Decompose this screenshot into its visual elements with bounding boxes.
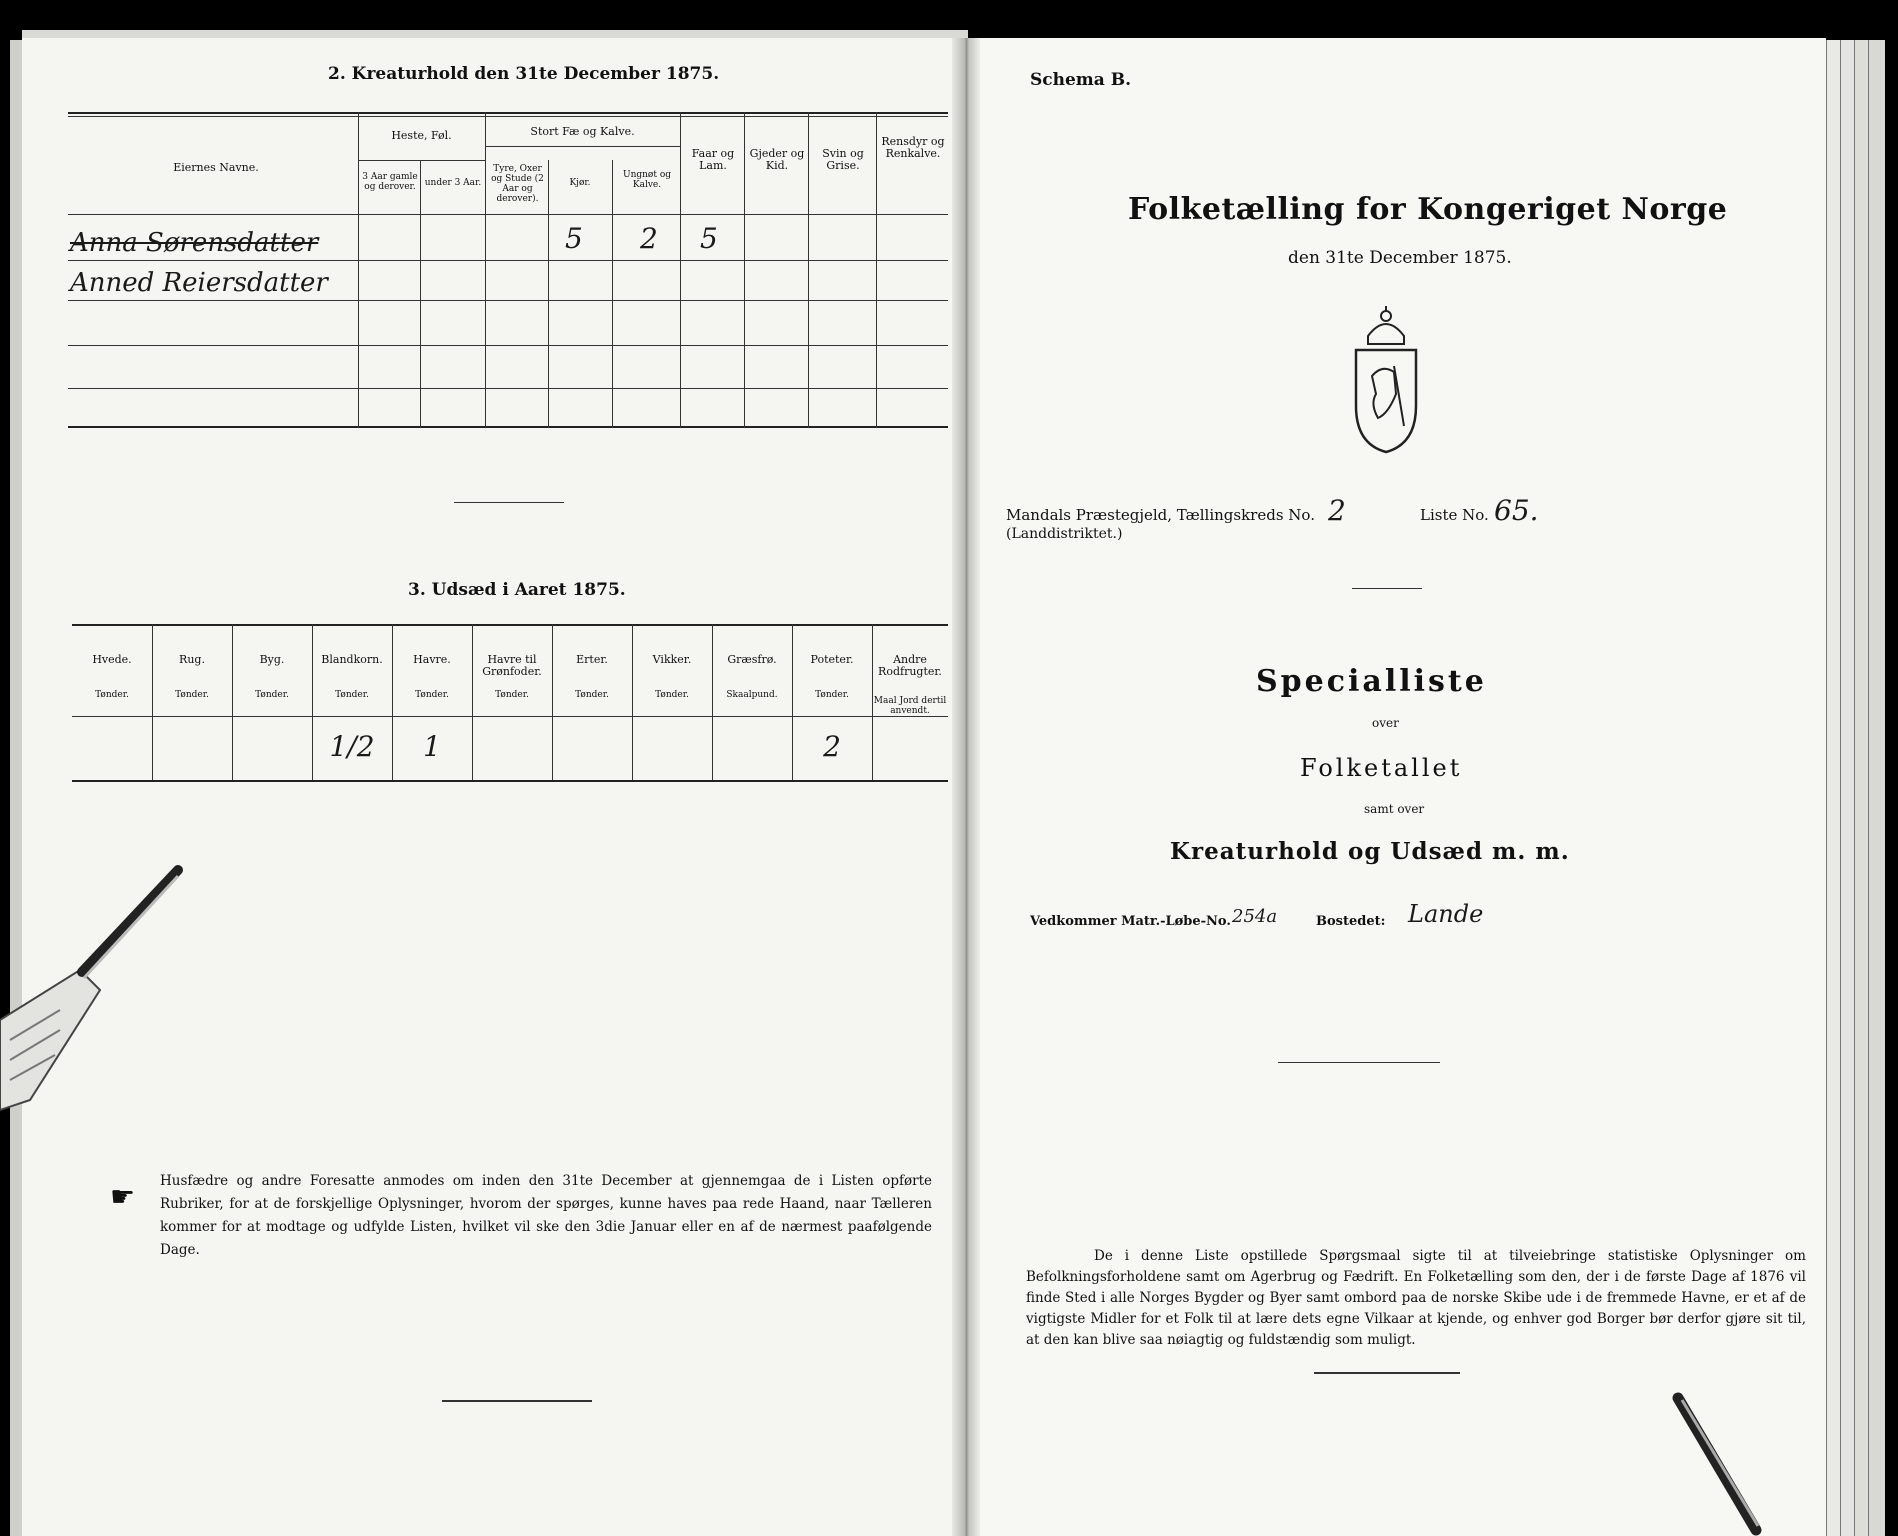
udsaed-value: 1	[423, 730, 441, 763]
pointing-hand-icon: ☛	[110, 1180, 136, 1213]
udsaed-col-unit: Tønder.	[175, 690, 209, 700]
udsaed-col-unit: Tønder.	[495, 690, 529, 700]
udsaed-column-divider	[552, 624, 553, 780]
udsaed-col-name: Vikker.	[652, 653, 692, 666]
schema-label: Schema B.	[1030, 70, 1132, 90]
udsaed-col-unit: Tønder.	[575, 690, 609, 700]
census-date: den 31te December 1875.	[1288, 248, 1512, 268]
col-heste-b: under 3 Aar.	[424, 178, 482, 188]
udsaed-value: 2	[823, 730, 841, 763]
udsaed-col-unit: Maal Jord dertil anvendt.	[873, 696, 947, 716]
specialliste-heading: Specialliste	[1256, 664, 1487, 699]
col-gjeder-header: Gjeder og Kid.	[749, 147, 805, 172]
owner-name-row1: Anna Sørensdatter	[70, 228, 319, 258]
kjor-value: 5	[565, 222, 583, 255]
udsaed-value: 1/2	[329, 730, 375, 763]
udsaed-column-divider	[712, 624, 713, 780]
col-rensdyr-header: Rensdyr og Renkalve.	[881, 135, 945, 160]
section2-heading: 2. Kreaturhold den 31te December 1875.	[328, 64, 720, 84]
liste-number: 65.	[1494, 494, 1539, 527]
udsaed-column-divider	[232, 624, 233, 780]
samt-over-text: samt over	[1364, 802, 1425, 816]
book-gutter	[952, 38, 980, 1536]
col-stort-header: Stort Fæ og Kalve.	[530, 125, 635, 138]
matr-label: Vedkommer Matr.-Løbe-No.	[1030, 914, 1231, 929]
kreaturhold-heading: Kreaturhold og Udsæd m. m.	[1170, 838, 1570, 865]
udsaed-column-divider	[472, 624, 473, 780]
left-page	[22, 38, 966, 1536]
col-heste-header: Heste, Føl.	[391, 129, 452, 142]
udsaed-col-name: Rug.	[179, 653, 205, 666]
col-stort-a: Tyre, Oxer og Stude (2 Aar og derover).	[491, 164, 544, 204]
udsaed-col-name: Græsfrø.	[727, 653, 777, 666]
ungnot-value: 2	[640, 222, 658, 255]
census-purpose-text: De i denne Liste opstillede Spørgsmaal sigte til at tilveiebringe statistiske Oplysninger om Befolkningsforholdene samt om Agerbrug og Fædrift. En Folketælling som den, der i de første Dage af 1876 vil finde Sted i alle Norges Bygder og Byer samt ombord paa de norske Skibe ude i de fremmede Havne, er et af de vigtigste Midler for et Folk til at lære dets egne Vilkaar at kjende, og enhver god Borger bør derfor gjøre sit til, at den kan blive saa nøiagtig og fuldstændig som muligt.	[1026, 1248, 1806, 1348]
district-sub: (Landdistriktet.)	[1006, 526, 1123, 542]
udsaed-column-divider	[152, 624, 153, 780]
udsaed-col-name: Hvede.	[92, 653, 132, 666]
udsaed-col-name: Blandkorn.	[321, 653, 383, 666]
udsaed-col-name: Poteter.	[810, 653, 854, 666]
district-label: Mandals Præstegjeld, Tællingskreds No.	[1006, 506, 1315, 524]
udsaed-col-name: Havre.	[413, 653, 451, 666]
udsaed-column-divider	[632, 624, 633, 780]
liste-label: Liste No.	[1420, 506, 1489, 524]
col-svin-header: Svin og Grise.	[822, 147, 864, 172]
matr-number: 254a	[1232, 906, 1278, 927]
fountain-pen-image	[1660, 1390, 1780, 1536]
udsaed-col-unit: Tønder.	[255, 690, 289, 700]
udsaed-col-unit: Skaalpund.	[726, 690, 778, 700]
faar-value: 5	[700, 222, 718, 255]
col-stort-b: Kjør.	[569, 178, 591, 188]
udsaed-col-unit: Tønder.	[335, 690, 369, 700]
notice-text: Husfædre og andre Foresatte anmodes om inden den 31te December at gjennemgaa de i Listen opførte Rubriker, for at de forskjellige Oplysninger, hvorom der spørges, kunne haves paa rede Haand, naar Tælleren kommer for at modtage og udfylde Listen, hvilket vil ske den 3die Januar eller en af de nærmest paafølgende Dage.	[160, 1173, 932, 1258]
col-owner-header: Eiernes Navne.	[173, 161, 259, 174]
udsaed-col-name: Byg.	[259, 653, 285, 666]
udsaed-col-name: Andre Rodfrugter.	[878, 653, 942, 678]
census-title: Folketælling for Kongeriget Norge	[1128, 192, 1728, 227]
owner-name-row2: Anned Reiersdatter	[70, 268, 328, 298]
udsaed-col-unit: Tønder.	[815, 690, 849, 700]
norway-coat-of-arms-emblem	[1348, 306, 1424, 454]
col-stort-c: Ungnøt og Kalve.	[622, 170, 671, 190]
col-faar-header: Faar og Lam.	[691, 147, 735, 172]
udsaed-col-name: Erter.	[576, 653, 608, 666]
fountain-pen-image	[0, 860, 200, 1120]
udsaed-col-unit: Tønder.	[655, 690, 689, 700]
udsaed-col-unit: Tønder.	[415, 690, 449, 700]
kreds-number: 2	[1328, 494, 1346, 527]
bosted-value: Lande	[1408, 900, 1484, 928]
bosted-label: Bostedet:	[1316, 914, 1386, 929]
col-heste-a: 3 Aar gamle og derover.	[362, 172, 418, 192]
folketallet-heading: Folketallet	[1300, 754, 1463, 782]
over-text: over	[1372, 716, 1399, 730]
udsaed-col-unit: Tønder.	[95, 690, 129, 700]
udsaed-col-name: Havre til Grønfoder.	[482, 653, 542, 678]
section3-heading: 3. Udsæd i Aaret 1875.	[408, 580, 626, 600]
